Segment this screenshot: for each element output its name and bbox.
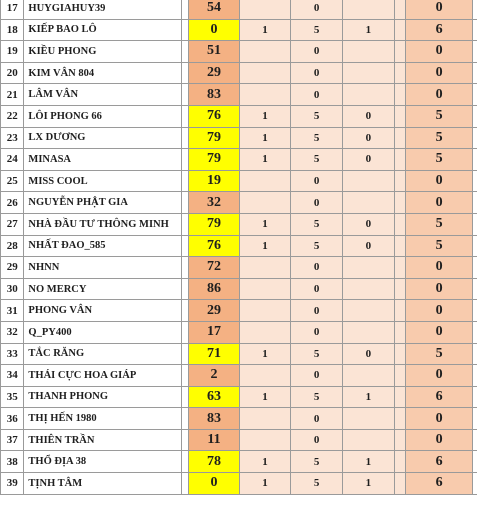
table-row: [1, 62, 477, 84]
edge-cell[interactable]: [473, 149, 477, 171]
detail-b-cell[interactable]: 5: [291, 451, 343, 473]
detail-c-cell[interactable]: 1: [343, 473, 395, 495]
total-cell[interactable]: 0: [406, 192, 473, 214]
total-cell[interactable]: 6: [406, 473, 473, 495]
table-row: [1, 300, 477, 322]
player-name-cell[interactable]: THỊ HẾN 1980: [24, 408, 181, 430]
detail-b-cell[interactable]: 0: [291, 41, 343, 63]
spacer-cell[interactable]: [394, 300, 405, 322]
spacer-cell[interactable]: [394, 408, 405, 430]
player-name-cell[interactable]: LÔI PHONG 66: [24, 105, 181, 127]
player-name-cell[interactable]: NHÀ ĐẦU TƯ THÔNG MINH: [24, 213, 181, 235]
score-cell[interactable]: 32: [189, 192, 239, 214]
detail-b-cell[interactable]: 0: [291, 84, 343, 106]
score-cell[interactable]: 86: [189, 278, 239, 300]
detail-a-cell[interactable]: 1: [239, 105, 291, 127]
detail-c-cell[interactable]: [343, 321, 395, 343]
detail-b-cell[interactable]: 0: [291, 0, 343, 19]
score-cell[interactable]: 83: [189, 408, 239, 430]
edge-cell[interactable]: [473, 386, 477, 408]
spacer-cell[interactable]: [394, 386, 405, 408]
edge-cell[interactable]: [473, 451, 477, 473]
score-cell[interactable]: 71: [189, 343, 239, 365]
edge-cell[interactable]: [473, 473, 477, 495]
score-cell[interactable]: 76: [189, 235, 239, 257]
total-cell[interactable]: 0: [406, 170, 473, 192]
spacer-cell[interactable]: [181, 19, 189, 41]
total-cell[interactable]: 5: [406, 343, 473, 365]
table-row: [1, 278, 477, 300]
detail-a-cell[interactable]: 1: [239, 386, 291, 408]
spacer-cell[interactable]: [181, 149, 189, 171]
detail-b-cell[interactable]: 5: [291, 19, 343, 41]
spacer-cell[interactable]: [394, 365, 405, 387]
total-cell[interactable]: 5: [406, 213, 473, 235]
score-cell[interactable]: 0: [189, 473, 239, 495]
detail-c-cell[interactable]: 1: [343, 386, 395, 408]
spacer-cell[interactable]: [394, 235, 405, 257]
player-name-cell[interactable]: LÂM VÂN: [24, 84, 181, 106]
detail-b-cell[interactable]: 0: [291, 321, 343, 343]
total-cell[interactable]: 0: [406, 278, 473, 300]
total-cell[interactable]: 0: [406, 321, 473, 343]
spacer-cell[interactable]: [181, 408, 189, 430]
spacer-cell[interactable]: [181, 213, 189, 235]
table-row: [1, 170, 477, 192]
score-cell[interactable]: 17: [189, 321, 239, 343]
player-name-cell[interactable]: LX DƯƠNG: [24, 127, 181, 149]
spacer-cell[interactable]: [394, 19, 405, 41]
detail-c-cell[interactable]: [343, 408, 395, 430]
row-index-cell[interactable]: 25: [1, 170, 24, 192]
detail-b-cell[interactable]: 0: [291, 170, 343, 192]
spacer-cell[interactable]: [181, 451, 189, 473]
score-cell[interactable]: 79: [189, 213, 239, 235]
detail-a-cell[interactable]: [239, 278, 291, 300]
edge-cell[interactable]: [473, 170, 477, 192]
detail-c-cell[interactable]: 0: [343, 105, 395, 127]
spacer-cell[interactable]: [394, 170, 405, 192]
detail-c-cell[interactable]: 0: [343, 149, 395, 171]
spacer-cell[interactable]: [394, 321, 405, 343]
table-row: [1, 408, 477, 430]
detail-c-cell[interactable]: [343, 278, 395, 300]
spacer-cell[interactable]: [181, 321, 189, 343]
player-name-cell[interactable]: KIM VÂN 804: [24, 62, 181, 84]
detail-b-cell[interactable]: 0: [291, 408, 343, 430]
spacer-cell[interactable]: [394, 149, 405, 171]
detail-c-cell[interactable]: [343, 257, 395, 279]
table-row: [1, 235, 477, 257]
table-row: [1, 365, 477, 387]
spacer-cell[interactable]: [394, 192, 405, 214]
row-index-cell[interactable]: 18: [1, 19, 24, 41]
detail-c-cell[interactable]: 1: [343, 451, 395, 473]
row-index-cell[interactable]: 32: [1, 321, 24, 343]
score-cell[interactable]: 29: [189, 300, 239, 322]
row-index-cell[interactable]: 24: [1, 149, 24, 171]
detail-a-cell[interactable]: [239, 429, 291, 451]
table-row: [1, 105, 477, 127]
score-cell[interactable]: 51: [189, 41, 239, 63]
spacer-cell[interactable]: [181, 300, 189, 322]
player-name-cell[interactable]: HUYGIAHUY39: [24, 0, 181, 19]
row-index-cell[interactable]: 21: [1, 84, 24, 106]
spacer-cell[interactable]: [394, 451, 405, 473]
score-cell[interactable]: 63: [189, 386, 239, 408]
table-row: [1, 343, 477, 365]
row-index-cell[interactable]: 22: [1, 105, 24, 127]
score-cell[interactable]: 29: [189, 62, 239, 84]
row-index-cell[interactable]: 37: [1, 429, 24, 451]
table-row: [1, 451, 477, 473]
detail-a-cell[interactable]: 1: [239, 19, 291, 41]
total-cell[interactable]: 0: [406, 408, 473, 430]
score-cell[interactable]: 78: [189, 451, 239, 473]
player-name-cell[interactable]: THÁI CỰC HOA GIÁP: [24, 365, 181, 387]
detail-c-cell[interactable]: [343, 170, 395, 192]
detail-a-cell[interactable]: [239, 365, 291, 387]
player-name-cell[interactable]: TỊNH TÂM: [24, 473, 181, 495]
spacer-cell[interactable]: [181, 343, 189, 365]
row-index-cell[interactable]: 31: [1, 300, 24, 322]
spacer-cell[interactable]: [181, 127, 189, 149]
detail-a-cell[interactable]: [239, 257, 291, 279]
spacer-cell[interactable]: [181, 429, 189, 451]
score-cell[interactable]: 0: [189, 19, 239, 41]
score-cell[interactable]: 79: [189, 127, 239, 149]
table-row: [1, 149, 477, 171]
total-cell[interactable]: 0: [406, 429, 473, 451]
player-name-cell[interactable]: MISS COOL: [24, 170, 181, 192]
player-name-cell[interactable]: KIẾP BAO LÔ: [24, 19, 181, 41]
edge-cell[interactable]: [473, 19, 477, 41]
edge-cell[interactable]: [473, 41, 477, 63]
row-index-cell[interactable]: 19: [1, 41, 24, 63]
spacer-cell[interactable]: [181, 365, 189, 387]
detail-b-cell[interactable]: 0: [291, 278, 343, 300]
spacer-cell[interactable]: [181, 235, 189, 257]
row-index-cell[interactable]: 27: [1, 213, 24, 235]
detail-c-cell[interactable]: [343, 300, 395, 322]
detail-a-cell[interactable]: [239, 84, 291, 106]
detail-c-cell[interactable]: [343, 84, 395, 106]
spacer-cell[interactable]: [181, 170, 189, 192]
spacer-cell[interactable]: [394, 127, 405, 149]
table-row: [1, 192, 477, 214]
detail-c-cell[interactable]: [343, 41, 395, 63]
total-cell[interactable]: 0: [406, 365, 473, 387]
table-row: [1, 41, 477, 63]
detail-c-cell[interactable]: 1: [343, 19, 395, 41]
edge-cell[interactable]: [473, 192, 477, 214]
score-cell[interactable]: 72: [189, 257, 239, 279]
spacer-cell[interactable]: [394, 429, 405, 451]
spacer-cell[interactable]: [181, 84, 189, 106]
table-row: [1, 213, 477, 235]
detail-a-cell[interactable]: [239, 408, 291, 430]
spacer-cell[interactable]: [181, 0, 189, 19]
detail-a-cell[interactable]: 1: [239, 149, 291, 171]
edge-cell[interactable]: [473, 365, 477, 387]
row-index-cell[interactable]: 28: [1, 235, 24, 257]
spacer-cell[interactable]: [394, 105, 405, 127]
spacer-cell[interactable]: [394, 257, 405, 279]
detail-b-cell[interactable]: 0: [291, 257, 343, 279]
edge-cell[interactable]: [473, 321, 477, 343]
edge-cell[interactable]: [473, 84, 477, 106]
player-name-cell[interactable]: THIÊN TRẦN: [24, 429, 181, 451]
detail-a-cell[interactable]: [239, 170, 291, 192]
score-cell[interactable]: 79: [189, 149, 239, 171]
total-cell[interactable]: 6: [406, 19, 473, 41]
player-name-cell[interactable]: Q_PY400: [24, 321, 181, 343]
row-index-cell[interactable]: 26: [1, 192, 24, 214]
detail-c-cell[interactable]: [343, 365, 395, 387]
detail-a-cell[interactable]: 1: [239, 235, 291, 257]
detail-a-cell[interactable]: [239, 321, 291, 343]
detail-a-cell[interactable]: [239, 300, 291, 322]
row-index-cell[interactable]: 34: [1, 365, 24, 387]
detail-b-cell[interactable]: 0: [291, 300, 343, 322]
score-cell[interactable]: 11: [189, 429, 239, 451]
spacer-cell[interactable]: [394, 0, 405, 19]
detail-c-cell[interactable]: [343, 0, 395, 19]
table-row: [1, 429, 477, 451]
spreadsheet-body: [1, 0, 477, 494]
spacer-cell[interactable]: [181, 386, 189, 408]
row-index-cell[interactable]: 29: [1, 257, 24, 279]
row-index-cell[interactable]: 30: [1, 278, 24, 300]
edge-cell[interactable]: [473, 257, 477, 279]
edge-cell[interactable]: [473, 278, 477, 300]
total-cell[interactable]: 0: [406, 0, 473, 19]
table-row: [1, 386, 477, 408]
spacer-cell[interactable]: [181, 473, 189, 495]
detail-c-cell[interactable]: [343, 429, 395, 451]
table-row: [1, 127, 477, 149]
row-index-cell[interactable]: 38: [1, 451, 24, 473]
detail-b-cell[interactable]: 0: [291, 365, 343, 387]
spacer-cell[interactable]: [181, 62, 189, 84]
table-row: [1, 321, 477, 343]
detail-a-cell[interactable]: 1: [239, 451, 291, 473]
row-index-cell[interactable]: 36: [1, 408, 24, 430]
player-name-cell[interactable]: NO MERCY: [24, 278, 181, 300]
spacer-cell[interactable]: [394, 84, 405, 106]
player-name-cell[interactable]: MINASA: [24, 149, 181, 171]
spacer-cell[interactable]: [394, 213, 405, 235]
edge-cell[interactable]: [473, 213, 477, 235]
detail-b-cell[interactable]: 5: [291, 105, 343, 127]
spacer-cell[interactable]: [181, 105, 189, 127]
total-cell[interactable]: 0: [406, 84, 473, 106]
edge-cell[interactable]: [473, 0, 477, 19]
total-cell[interactable]: 0: [406, 41, 473, 63]
player-name-cell[interactable]: THỔ ĐỊA 38: [24, 451, 181, 473]
total-cell[interactable]: 5: [406, 149, 473, 171]
edge-cell[interactable]: [473, 429, 477, 451]
total-cell[interactable]: 0: [406, 300, 473, 322]
edge-cell[interactable]: [473, 105, 477, 127]
detail-a-cell[interactable]: 1: [239, 473, 291, 495]
player-name-cell[interactable]: PHONG VÂN: [24, 300, 181, 322]
table-row: [1, 19, 477, 41]
row-index-cell[interactable]: 39: [1, 473, 24, 495]
detail-c-cell[interactable]: 0: [343, 235, 395, 257]
total-cell[interactable]: 6: [406, 386, 473, 408]
row-index-cell[interactable]: 17: [1, 0, 24, 19]
detail-a-cell[interactable]: 1: [239, 213, 291, 235]
row-index-cell[interactable]: 35: [1, 386, 24, 408]
detail-a-cell[interactable]: [239, 41, 291, 63]
spacer-cell[interactable]: [181, 278, 189, 300]
score-cell[interactable]: 54: [189, 0, 239, 19]
detail-b-cell[interactable]: 5: [291, 149, 343, 171]
spacer-cell[interactable]: [181, 192, 189, 214]
spacer-cell[interactable]: [394, 278, 405, 300]
detail-c-cell[interactable]: [343, 192, 395, 214]
row-index-cell[interactable]: 20: [1, 62, 24, 84]
detail-b-cell[interactable]: 5: [291, 235, 343, 257]
detail-c-cell[interactable]: 0: [343, 127, 395, 149]
detail-a-cell[interactable]: [239, 192, 291, 214]
edge-cell[interactable]: [473, 408, 477, 430]
score-cell[interactable]: 19: [189, 170, 239, 192]
spacer-cell[interactable]: [181, 257, 189, 279]
detail-a-cell[interactable]: [239, 0, 291, 19]
spacer-cell[interactable]: [181, 41, 189, 63]
detail-b-cell[interactable]: 0: [291, 429, 343, 451]
detail-c-cell[interactable]: 0: [343, 343, 395, 365]
table-row: [1, 0, 477, 19]
table-row: [1, 473, 477, 495]
table-row: [1, 84, 477, 106]
player-name-cell[interactable]: NGUYỄN PHẬT GIA: [24, 192, 181, 214]
spacer-cell[interactable]: [394, 62, 405, 84]
detail-b-cell[interactable]: 5: [291, 386, 343, 408]
total-cell[interactable]: 5: [406, 105, 473, 127]
player-name-cell[interactable]: KIỀU PHONG: [24, 41, 181, 63]
player-name-cell[interactable]: NHẤT ĐAO_585: [24, 235, 181, 257]
edge-cell[interactable]: [473, 343, 477, 365]
player-name-cell[interactable]: TẮC RĂNG: [24, 343, 181, 365]
table-row: [1, 257, 477, 279]
spacer-cell[interactable]: [394, 41, 405, 63]
player-name-cell[interactable]: THANH PHONG: [24, 386, 181, 408]
row-index-cell[interactable]: 23: [1, 127, 24, 149]
detail-a-cell[interactable]: [239, 62, 291, 84]
detail-a-cell[interactable]: 1: [239, 127, 291, 149]
detail-c-cell[interactable]: 0: [343, 213, 395, 235]
player-name-cell[interactable]: NHNN: [24, 257, 181, 279]
detail-b-cell[interactable]: 0: [291, 192, 343, 214]
spacer-cell[interactable]: [394, 343, 405, 365]
spacer-cell[interactable]: [394, 473, 405, 495]
detail-b-cell[interactable]: 0: [291, 62, 343, 84]
row-index-cell[interactable]: 33: [1, 343, 24, 365]
detail-a-cell[interactable]: 1: [239, 343, 291, 365]
edge-cell[interactable]: [473, 300, 477, 322]
detail-b-cell[interactable]: 5: [291, 213, 343, 235]
detail-b-cell[interactable]: 5: [291, 473, 343, 495]
edge-cell[interactable]: [473, 62, 477, 84]
detail-b-cell[interactable]: 5: [291, 343, 343, 365]
total-cell[interactable]: 0: [406, 62, 473, 84]
total-cell[interactable]: 6: [406, 451, 473, 473]
score-cell[interactable]: 83: [189, 84, 239, 106]
score-cell[interactable]: 2: [189, 365, 239, 387]
detail-c-cell[interactable]: [343, 62, 395, 84]
score-cell[interactable]: 76: [189, 105, 239, 127]
total-cell[interactable]: 5: [406, 127, 473, 149]
total-cell[interactable]: 5: [406, 235, 473, 257]
edge-cell[interactable]: [473, 235, 477, 257]
detail-b-cell[interactable]: 5: [291, 127, 343, 149]
edge-cell[interactable]: [473, 127, 477, 149]
total-cell[interactable]: 0: [406, 257, 473, 279]
